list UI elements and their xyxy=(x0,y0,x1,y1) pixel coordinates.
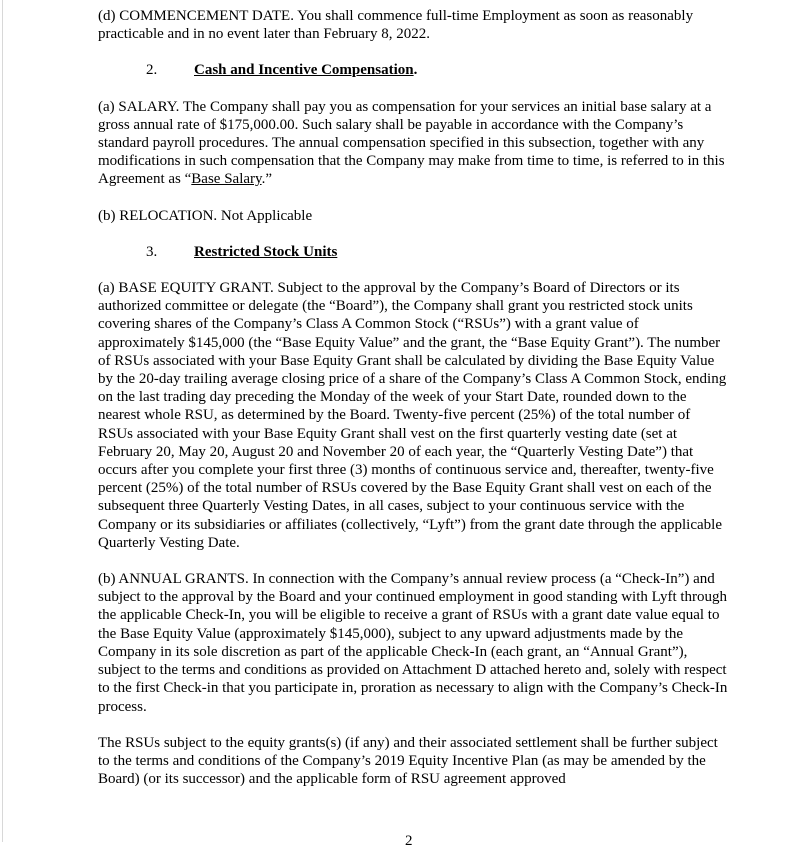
section-3-number: 3. xyxy=(146,243,158,260)
section-2-number: 2. xyxy=(146,62,158,79)
commencement-date-paragraph: (d) COMMENCEMENT DATE. You shall commence full-time Employment as soon as reasonably practicable and in no event later than February 8, 2022. xyxy=(98,8,694,43)
salary-text-end: .” xyxy=(261,171,272,188)
section-3-title: Restricted Stock Units xyxy=(194,243,338,260)
section-2-heading xyxy=(98,61,728,79)
section-2-title: Cash and Incentive Compensation xyxy=(194,62,414,79)
salary-paragraph xyxy=(98,98,728,189)
base-equity-grant-paragraph: (a) BASE EQUITY GRANT. Subject to the approval by the Company’s Board of Directors or its authorized committee or delegate (the “Board”), the Company shall grant you restricted stock units covering shares of the Company’s Class A Common Stock (“RSUs”) with a grant value of approximately $145,000 (the “Base Equity Value” and the grant, the “Base Equity Grant”). The number of RSUs associated with your Base Equity Grant shall be calculated by dividing the Base Equity Value by the 20-day trailing average closing price of a share of the Company’s Class A Common Stock, ending on the last trading day preceding the Monday of the week of your Start Date, rounded down to the nearest whole RSU, as determined by the Board. Twenty-five percent (25%) of the total number of RSUs associated with your Base Equity Grant shall vest on the first quarterly vesting date (set at February 20, May 20, August 20 and November 20 of each year, the “Quarterly Vesting Date”) that occurs after you complete your first three (3) months of continuous service and, thereafter, twenty-five percent (25%) of the total number of RSUs covered by the Base Equity Grant shall vest on each of the subsequent three Quarterly Vesting Dates, in all cases, subject to your continuous service with the Company or its subsidiaries or affiliates (collectively, “Lyft”) from the grant date through the applicable Quarterly Vesting Date. xyxy=(98,280,727,551)
rsu-terms-paragraph: The RSUs subject to the equity grants(s) (if any) and their associated settlement shall be further subject to the terms and conditions of the Company’s 2019 Equity Incentive Plan (as may be amended by the Board) (or its successor) and the applicable form of RSU agreement approved xyxy=(98,734,718,788)
relocation-paragraph: (b) RELOCATION. Not Applicable xyxy=(98,207,313,224)
salary-text: (a) SALARY. The Company shall pay you as compensation for your services an initial base salary at a gross annual rate of $175,000.00. Such salary shall be payable in accordance with the Company’s standard payroll procedures. The annual compensation specified in this subsection, together with any modifications in such compensation that the Company may make from time to time, is referred to in this Agreement as “ xyxy=(98,98,725,188)
section-3-heading xyxy=(98,243,728,261)
annual-grants-paragraph: (b) ANNUAL GRANTS. In connection with the Company’s annual review process (a “Check-In”) and subject to the approval by the Board and your continued employment in good standing with Lyft through the applicable Check-In, you will be eligible to receive a grant of RSUs with a grant date value equal to the Base Equity Value (approximately $145,000), subject to any upward adjustments made by the Company in its sole discretion as part of the applicable Check-In (each grant, an “Annual Grant”), subject to the terms and conditions as provided on Attachment D attached hereto and, solely with respect to the first Check-in that you participate in, proration as necessary to align with the Company’s Check-In process. xyxy=(98,571,728,715)
page-number: 2 xyxy=(405,833,413,849)
section-2-title-period: . xyxy=(413,62,418,79)
page-left-edge xyxy=(2,0,3,842)
base-salary-defined-term: Base Salary xyxy=(191,171,262,188)
document-page xyxy=(98,7,728,806)
